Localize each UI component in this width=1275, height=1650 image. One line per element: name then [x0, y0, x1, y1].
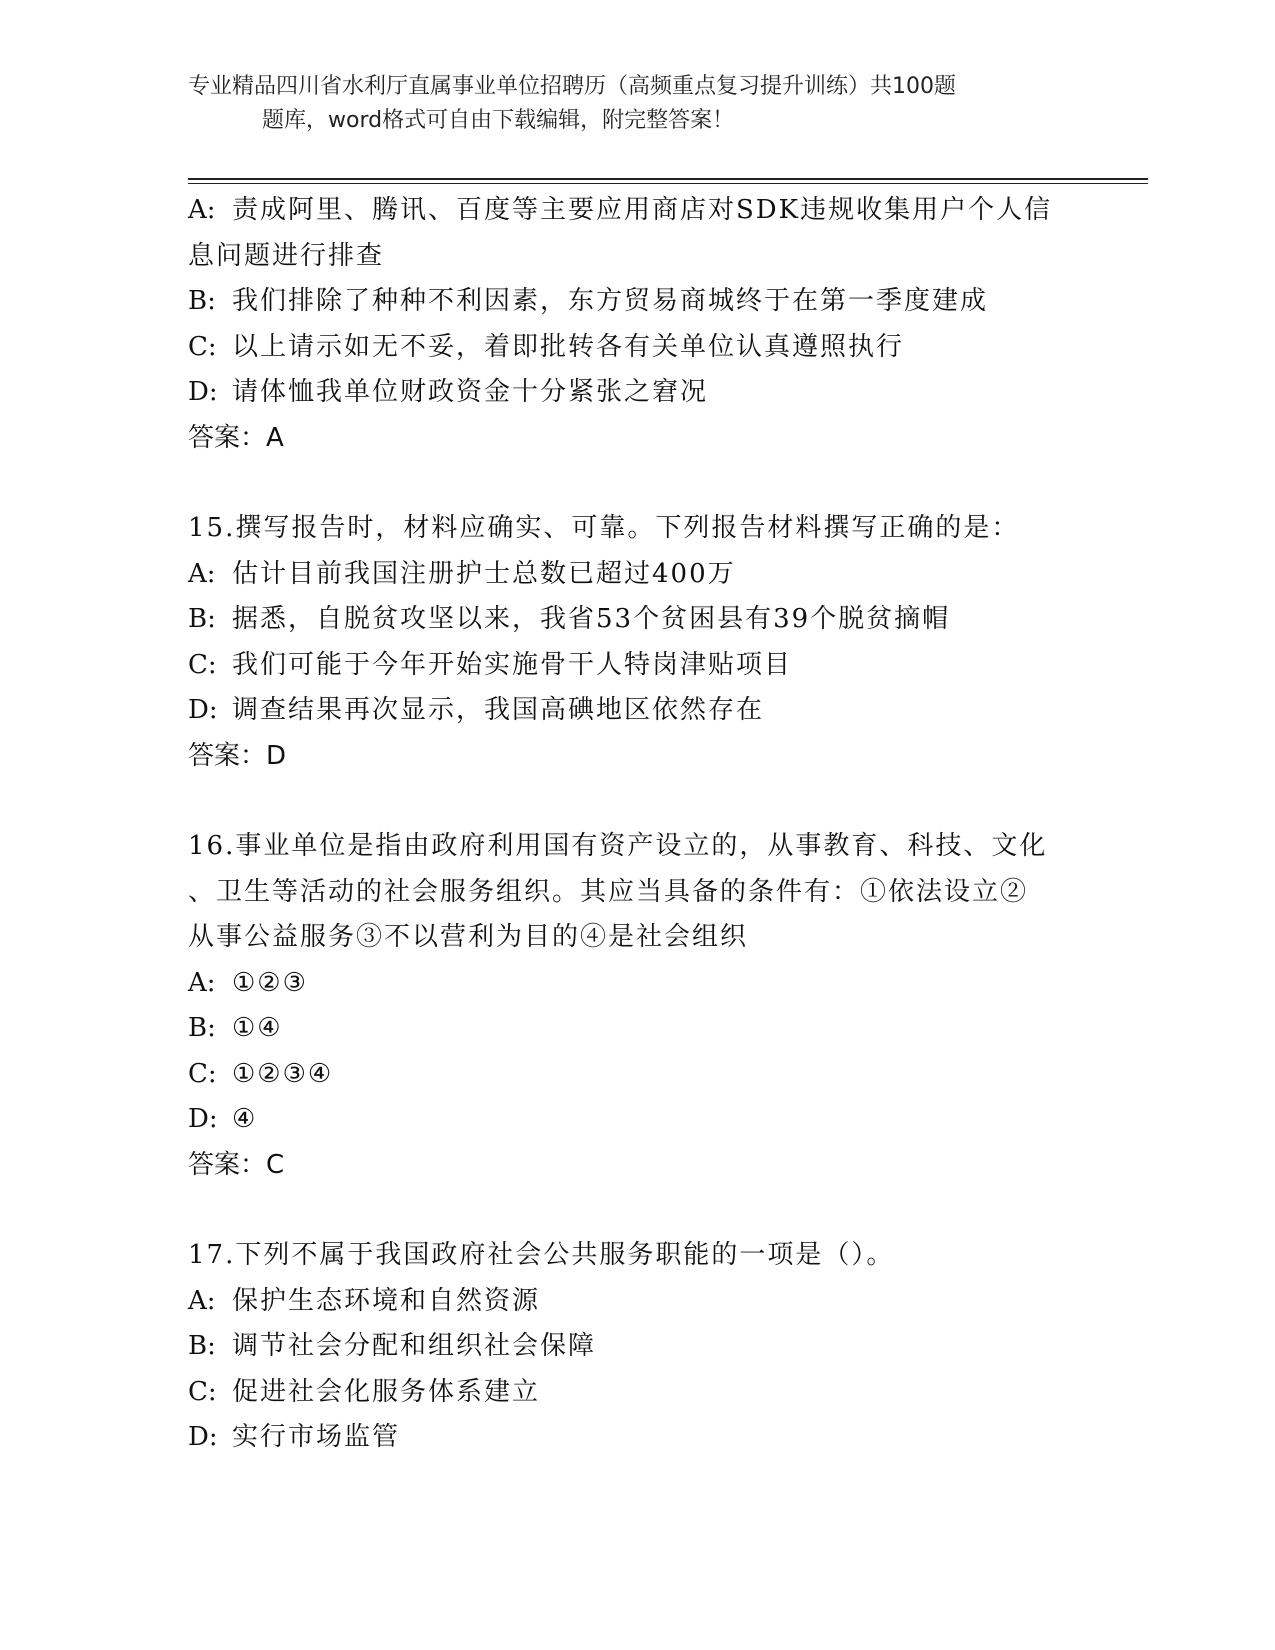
option-d	[188, 370, 1088, 416]
option-d	[188, 1415, 1088, 1461]
question-text: 15.撰写报告时，材料应确实、可靠。下列报告材料撰写正确的是：	[188, 513, 1020, 543]
option-b	[188, 597, 1088, 643]
option-text: 据悉，自脱贫攻坚以来，我省53个贫困县有39个脱贫摘帽	[232, 604, 951, 634]
option-label: B:	[188, 286, 216, 316]
question-text: 17.下列不属于我国政府社会公共服务职能的一项是（）。	[188, 1240, 895, 1270]
spacer	[188, 1188, 1088, 1233]
answer: 答案：D	[188, 740, 287, 771]
option-a-continued: 息问题进行排查	[188, 240, 385, 271]
option-label: C:	[188, 1376, 217, 1407]
question-text-continued: 、卫生等活动的社会服务组织。其应当具备的条件有：①依法设立②	[188, 876, 1029, 907]
option-label: A:	[188, 1285, 216, 1316]
option-text: 估计目前我国注册护士总数已超过400万	[232, 558, 736, 589]
option-label: B:	[188, 1331, 216, 1361]
option-label: D:	[188, 377, 218, 407]
option-text: 保护生态环境和自然资源	[232, 1285, 541, 1316]
option-a	[188, 1279, 1088, 1325]
option-text: ①④	[232, 1013, 283, 1043]
option-text: 以上请示如无不妥，着即批转各有关单位认真遵照执行	[232, 331, 905, 362]
option-label: A:	[188, 967, 216, 998]
option-d	[188, 1097, 1088, 1143]
option-b	[188, 1324, 1088, 1370]
question-text-continued: 从事公益服务③不以营利为目的④是社会组织	[188, 922, 749, 952]
option-label: C:	[188, 649, 217, 680]
option-text: 调节社会分配和组织社会保障	[232, 1331, 597, 1361]
option-text: 实行市场监管	[232, 1422, 401, 1452]
option-label: D:	[188, 695, 218, 725]
option-label: D:	[188, 1104, 218, 1134]
option-label: A:	[188, 195, 216, 225]
header-rule-thick	[188, 178, 1148, 180]
question-text: 16.事业单位是指由政府利用国有资产设立的，从事教育、科技、文化	[188, 831, 1048, 861]
page-header	[188, 70, 1068, 138]
option-text: 调查结果再次显示，我国高碘地区依然存在	[232, 695, 765, 725]
document-body	[188, 188, 1088, 1461]
question-15	[188, 506, 1088, 779]
option-c	[188, 1052, 1088, 1098]
option-label: B:	[188, 1013, 216, 1043]
option-text: ①②③	[232, 967, 308, 998]
question-14	[188, 188, 1088, 461]
option-text: 促进社会化服务体系建立	[232, 1376, 541, 1407]
option-b	[188, 279, 1088, 325]
answer: 答案：A	[188, 422, 284, 453]
option-d	[188, 688, 1088, 734]
option-a	[188, 961, 1088, 1007]
spacer	[188, 779, 1088, 824]
header-rule-thin	[188, 183, 1148, 184]
option-label: C:	[188, 1058, 217, 1089]
option-c	[188, 643, 1088, 689]
option-text: 请体恤我单位财政资金十分紧张之窘况	[232, 377, 709, 407]
option-text: 我们可能于今年开始实施骨干人特岗津贴项目	[232, 649, 793, 680]
question-16	[188, 824, 1088, 1188]
option-b	[188, 1006, 1088, 1052]
option-text: ④	[232, 1104, 258, 1134]
answer: 答案：C	[188, 1149, 285, 1180]
option-label: C:	[188, 331, 217, 362]
option-text: 我们排除了种种不利因素，东方贸易商城终于在第一季度建成	[232, 286, 989, 316]
option-a	[188, 552, 1088, 598]
option-a	[188, 188, 1088, 234]
question-17	[188, 1233, 1088, 1461]
header-line-1: 专业精品四川省水利厅直属事业单位招聘历（高频重点复习提升训练）共100题	[188, 74, 956, 99]
spacer	[188, 461, 1088, 506]
option-c	[188, 1370, 1088, 1416]
option-text: 责成阿里、腾讯、百度等主要应用商店对SDK违规收集用户个人信	[232, 195, 1053, 225]
option-label: A:	[188, 558, 216, 589]
option-text: ①②③④	[232, 1058, 334, 1089]
header-line-2: 题库，word格式可自由下载编辑，附完整答案！	[262, 108, 735, 133]
option-label: B:	[188, 604, 216, 634]
option-label: D:	[188, 1422, 218, 1452]
option-c	[188, 325, 1088, 371]
